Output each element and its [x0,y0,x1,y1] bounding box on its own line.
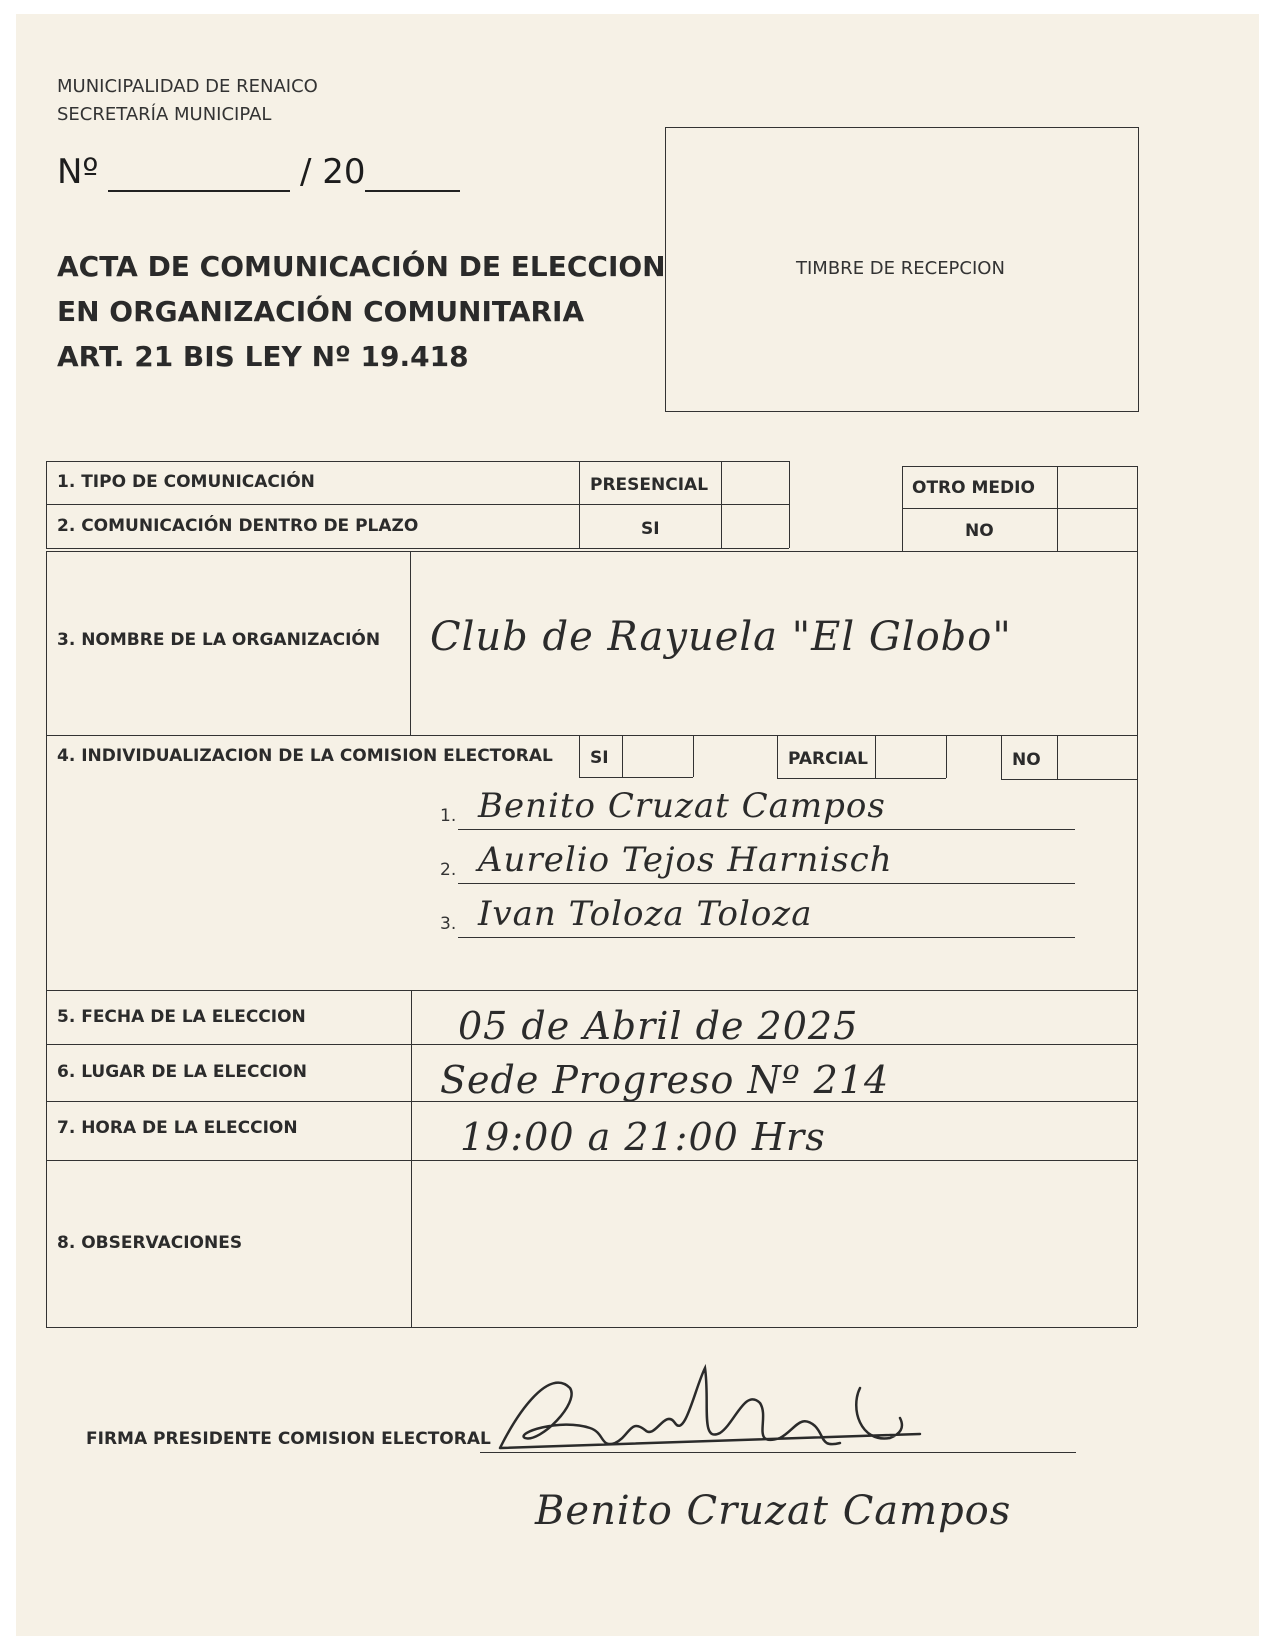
municipality-name: MUNICIPALIDAD DE RENAICO [57,76,318,97]
title-line-2: EN ORGANIZACIÓN COMUNITARIA [57,295,585,328]
title-line-1: ACTA DE COMUNICACIÓN DE ELECCION [57,250,666,283]
row-5-label: 5. FECHA DE LA ELECCION [57,1007,306,1027]
option-presencial: PRESENCIAL [590,475,709,495]
reception-stamp-label: TIMBRE DE RECEPCION [796,258,1005,279]
number-prefix: Nº [57,152,99,192]
row-8-label: 8. OBSERVACIONES [57,1233,243,1253]
year-prefix: / 20 [300,152,366,192]
row-3-label: 3. NOMBRE DE LA ORGANIZACIÓN [57,630,381,650]
signature-scribble [480,1348,940,1473]
election-time-value: 19:00 a 21:00 Hrs [460,1115,826,1159]
signature-printed-name: Benito Cruzat Campos [535,1488,1012,1534]
row-7-label: 7. HORA DE LA ELECCION [57,1118,298,1138]
election-date-value: 05 de Abril de 2025 [458,1004,859,1048]
year-blank [365,190,460,192]
member-1-number: 1. [440,806,457,826]
checkbox-si-comision[interactable] [623,736,692,776]
row-2-label: 2. COMUNICACIÓN DENTRO DE PLAZO [57,516,419,536]
organization-name-value: Club de Rayuela "El Globo" [430,614,1012,660]
department-name: SECRETARÍA MUNICIPAL [57,104,272,125]
checkbox-si-plazo[interactable] [722,505,788,547]
row-1-label: 1. TIPO DE COMUNICACIÓN [57,472,315,492]
row-4-label: 4. INDIVIDUALIZACION DE LA COMISION ELECTORAL [57,746,553,766]
observations-field[interactable] [412,1161,1136,1326]
member-1-name: Benito Cruzat Campos [478,786,886,826]
option-no-plazo: NO [965,521,994,541]
number-blank [108,190,290,192]
checkbox-otro-medio[interactable] [1058,467,1136,507]
member-3-number: 3. [440,914,457,934]
title-line-3: ART. 21 BIS LEY Nº 19.418 [57,340,469,373]
checkbox-no-comision[interactable] [1058,736,1136,778]
member-2-name: Aurelio Tejos Harnisch [478,840,893,880]
row-6-label: 6. LUGAR DE LA ELECCION [57,1062,307,1082]
member-2-number: 2. [440,860,457,880]
option-otro-medio: OTRO MEDIO [912,478,1035,498]
checkbox-presencial[interactable] [722,462,788,503]
election-place-value: Sede Progreso Nº 214 [440,1058,890,1102]
member-3-name: Ivan Toloza Toloza [478,894,813,934]
option-parcial: PARCIAL [788,749,868,769]
option-si-plazo: SI [641,519,660,539]
document-title [57,244,666,379]
option-no-comision: NO [1012,750,1041,770]
option-si-comision: SI [590,748,609,768]
checkbox-no-plazo[interactable] [1058,509,1136,550]
signature-label: FIRMA PRESIDENTE COMISION ELECTORAL [86,1429,491,1449]
checkbox-parcial[interactable] [876,736,945,777]
